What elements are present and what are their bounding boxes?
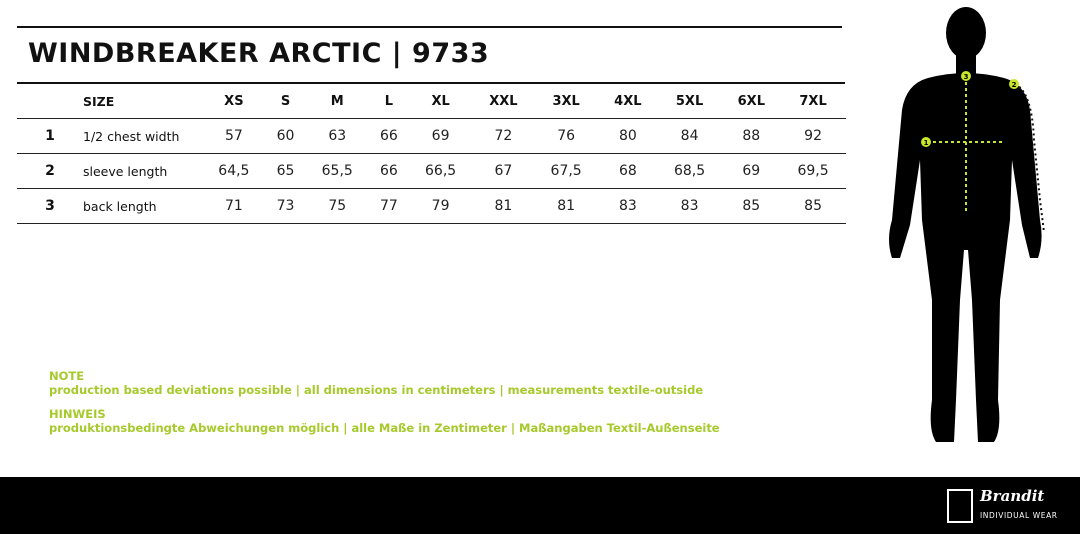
table-cell: 81 [494, 198, 513, 214]
marker-2-label: 2 [1011, 81, 1017, 89]
size-col-header: 3XL [552, 93, 580, 109]
table-cell: 81 [557, 198, 576, 214]
hinweis-text: produktionsbedingte Abweichungen möglich | alle Maße in Zentimeter | Maßangaben Textil-Außenseite [49, 421, 720, 435]
size-table [17, 84, 846, 224]
size-col-header: 6XL [737, 93, 765, 109]
table-cell: 75 [328, 198, 347, 214]
footer-bar [0, 477, 1080, 534]
page-title: WINDBREAKER ARCTIC | 9733 [28, 38, 490, 69]
table-cell: 77 [380, 198, 398, 214]
table-cell: 73 [276, 198, 295, 214]
marker-1 [921, 137, 931, 147]
note-title: NOTE [49, 369, 85, 383]
size-col-header: S [280, 93, 291, 109]
body-measurement-figure [870, 0, 1080, 450]
size-col-header: XL [431, 93, 450, 109]
marker-3 [961, 71, 971, 81]
table-cell: 79 [431, 198, 450, 214]
table-cell: 60 [276, 128, 295, 144]
table-cell: 67 [494, 163, 513, 179]
table-cell: 92 [804, 128, 822, 144]
table-cell: 68,5 [673, 163, 706, 179]
size-col-header: 7XL [799, 93, 827, 109]
header-num-cell [17, 84, 83, 119]
table-cell: 69 [431, 128, 450, 144]
table-cell: 83 [618, 198, 637, 214]
size-col-header: L [384, 93, 394, 109]
table-cell: 66 [380, 163, 398, 179]
table-cell: 71 [224, 198, 243, 214]
table-cell: 69,5 [797, 163, 829, 179]
table-cell: 85 [742, 198, 761, 214]
table-cell: 68 [618, 163, 637, 179]
row-number: 3 [45, 198, 55, 214]
notes-section [49, 369, 720, 445]
table-cell: 84 [680, 128, 699, 144]
table-cell: 65 [276, 163, 295, 179]
table-cell: 72 [494, 128, 513, 144]
table-cell: 66 [380, 128, 398, 144]
table-cell: 88 [742, 128, 761, 144]
brand-logo [947, 487, 1062, 527]
size-col-header: 5XL [675, 93, 704, 109]
table-cell: 66,5 [425, 163, 457, 179]
top-rule [17, 26, 842, 28]
marker-2 [1009, 79, 1019, 89]
row-label: back length [83, 198, 157, 214]
table-cell: 83 [680, 198, 699, 214]
hinweis-title: HINWEIS [49, 407, 106, 421]
table-cell: 63 [328, 128, 347, 144]
note-text: production based deviations possible | all dimensions in centimeters | measurements textile-outside [49, 383, 704, 397]
table-row [17, 154, 846, 189]
size-col-header: XS [224, 93, 244, 109]
table-cell: 67,5 [550, 163, 582, 179]
row-number: 2 [45, 163, 55, 179]
table-row [17, 119, 846, 154]
size-header: SIZE [83, 93, 115, 109]
hinweis-block [49, 407, 720, 435]
brand-mark-icon [947, 489, 973, 523]
marker-1-label: 1 [923, 139, 929, 147]
size-col-header: M [330, 93, 344, 109]
table-cell: 85 [804, 198, 822, 214]
table-cell: 57 [224, 128, 243, 144]
row-label: sleeve length [83, 163, 168, 179]
table-cell: 69 [742, 163, 761, 179]
table-header-row [17, 84, 846, 119]
row-number: 1 [45, 128, 55, 144]
table-cell: 76 [557, 128, 576, 144]
row-label: 1/2 chest width [83, 128, 180, 144]
table-cell: 80 [618, 128, 637, 144]
table-row [17, 189, 846, 224]
table-cell: 65,5 [321, 163, 353, 179]
table-cell: 64,5 [218, 163, 250, 179]
note-block [49, 369, 720, 397]
size-col-header: XXL [489, 93, 518, 109]
size-col-header: 4XL [614, 93, 642, 109]
marker-3-label: 3 [963, 73, 969, 81]
brand-name: Brandit [980, 487, 1045, 505]
brand-tagline: INDIVIDUAL WEAR [980, 511, 1058, 520]
